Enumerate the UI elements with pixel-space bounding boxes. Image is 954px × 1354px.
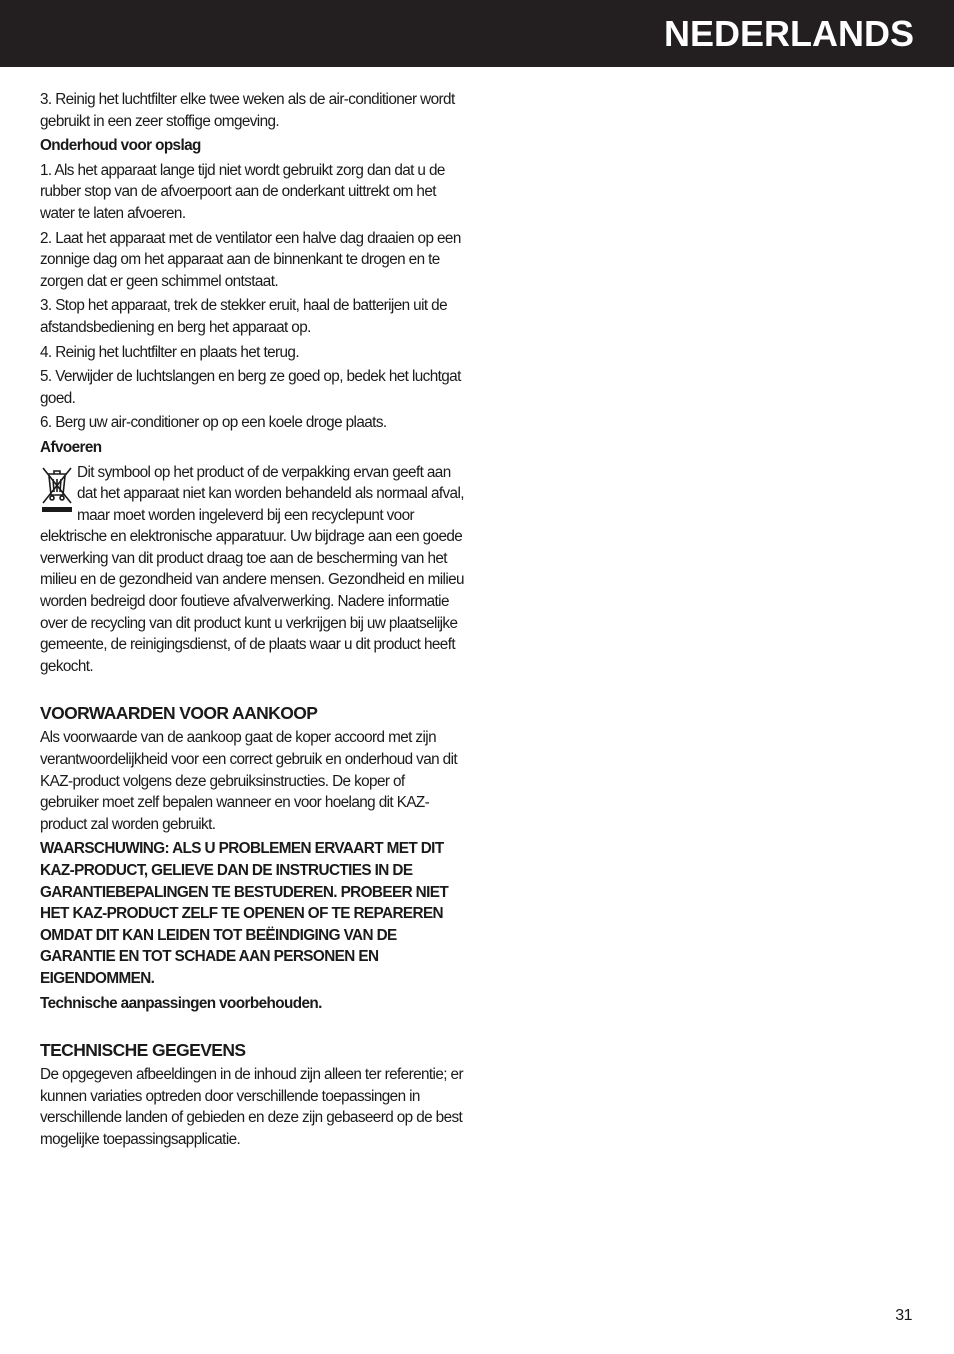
conditions-heading: VOORWAARDEN VOOR AANKOOP — [40, 703, 318, 724]
content-column — [40, 89, 464, 1154]
conditions-text: Als voorwaarde van de aankoop gaat de koper accoord met zijn verantwoordelijkheid voor een correct gebruik en onderhoud van dit KAZ-product volgens deze gebruiksinstructies. De koper of gebruiker moet zelf bepalen wanneer en voor hoelang dit KAZ-product zal worden gebruikt. — [40, 729, 458, 833]
technical-note: Technische aanpassingen voorbehouden. — [40, 994, 322, 1012]
language-title: NEDERLANDS — [663, 13, 914, 54]
tech-text: De opgegeven afbeeldingen in de inhoud zijn alleen ter referentie; er kunnen variaties optreden door verschillende toepassingen in verschillende landen of gebieden en deze zijn gebaseerd op de best mogelijke toepassingsapplicatie. — [40, 1066, 463, 1148]
tech-heading: TECHNISCHE GEGEVENS — [40, 1040, 246, 1061]
storage-item: 3. Stop het apparaat, trek de stekker eruit, haal de batterijen uit de afstandsbediening en berg het apparaat op. — [40, 297, 447, 336]
disposal-heading: Afvoeren — [40, 438, 102, 456]
storage-heading: Onderhoud voor opslag — [40, 137, 201, 155]
disposal-text: Dit symbool op het product of de verpakking ervan geeft aan dat het apparaat niet kan worden behandeld als normaal afval, maar moet worden ingeleverd bij een recyclepunt voor elektrische en elektronische apparatuur. Uw bijdrage aan een goede verwerking van dit product draag toe aan de bescherming van het milieu en de gezondheid van andere mensen. Gezondheid en milieu worden bedreigd door foutieve afvalverwerking. Nadere informatie over de recycling van dit product kunt u verkrijgen bij uw plaatselijke gemeente, de reinigingsdienst, of de plaats waar u dit product heeft gekocht. — [40, 463, 464, 675]
warning-text: WAARSCHUWING: ALS U PROBLEMEN ERVAART MET DIT KAZ-PRODUCT, GELIEVE DAN DE INSTRUCTIES IN DE GARANTIEBEPALINGEN TE BESTUDEREN. PROBEER NIET HET KAZ-PRODUCT ZELF TE OPENEN OF TE REPAREREN OMDAT DIT KAN LEIDEN TOT BEËINDIGING VAN DE GARANTIE EN TOT SCHADE AAN PERSONEN EN EIGENDOMMEN. — [40, 840, 449, 987]
language-header-bar — [0, 0, 954, 67]
disposal-block — [40, 462, 464, 678]
filter-cleaning-paragraph: 3. Reinig het luchtfilter elke twee weken als de air-conditioner wordt gebruikt in een zeer stoffige omgeving. — [40, 91, 455, 130]
page-number: 31 — [895, 1307, 912, 1324]
storage-item: 6. Berg uw air-conditioner op op een koele droge plaats. — [40, 414, 387, 432]
storage-item: 4. Reinig het luchtfilter en plaats het terug. — [40, 343, 299, 361]
storage-item: 1. Als het apparaat lange tijd niet wordt gebruikt zorg dan dat u de rubber stop van de afvoerpoort aan de onderkant uittrekt om het water te laten afvoeren. — [40, 161, 445, 222]
storage-item: 2. Laat het apparaat met de ventilator een halve dag draaien op een zonnige dag om het apparaat aan de binnenkant te drogen en te zorgen dat er geen schimmel ontstaat. — [40, 229, 461, 290]
storage-item: 5. Verwijder de luchtslangen en berg ze goed op, bedek het luchtgat goed. — [40, 368, 461, 407]
crossed-out-wheelie-bin-icon — [40, 465, 74, 513]
